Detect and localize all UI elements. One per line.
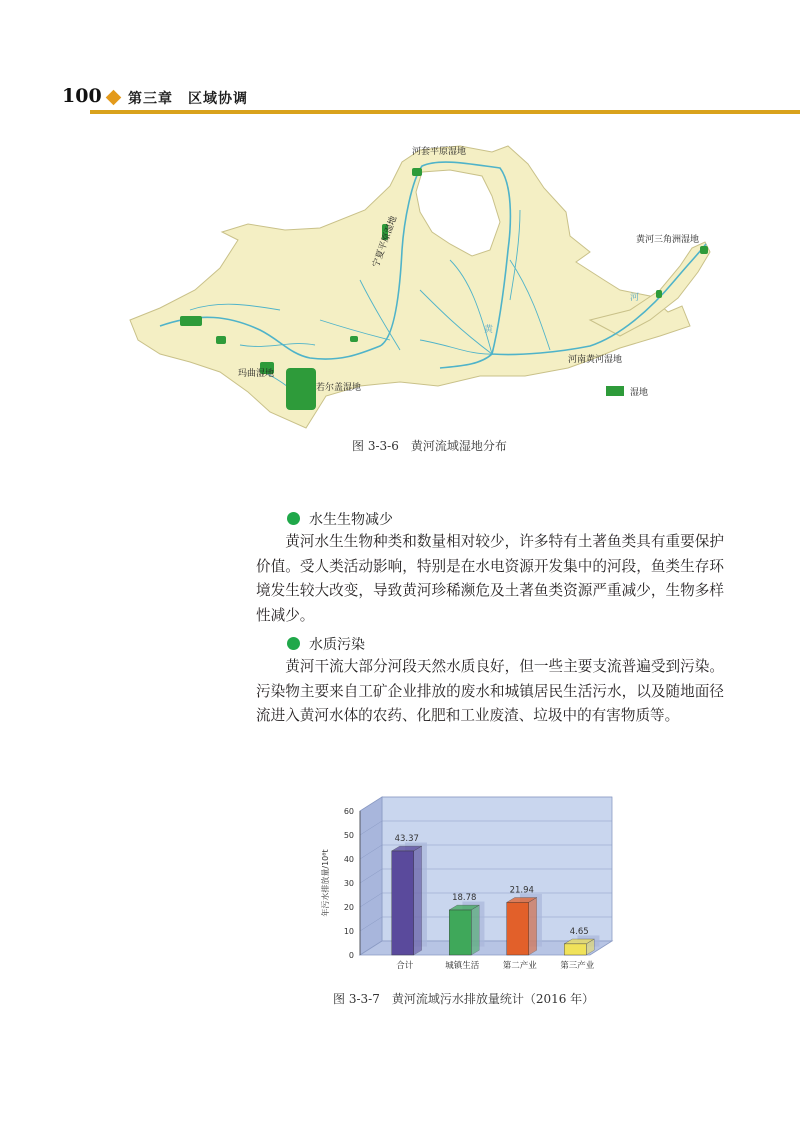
section1-heading	[287, 509, 393, 529]
y-tick-label: 20	[343, 903, 354, 912]
figure1-caption: 图 3-3-6 黄河流域湿地分布	[352, 439, 507, 453]
chart-svg	[318, 795, 638, 980]
value-label: 18.78	[452, 892, 477, 903]
bar-side	[529, 898, 537, 955]
yellow-river-wetland-map	[120, 140, 730, 435]
legend-swatch	[606, 386, 624, 396]
page-header	[0, 0, 800, 120]
label-ruoergai: 若尔盖湿地	[316, 383, 362, 393]
river-char-he: 河	[630, 293, 640, 303]
y-tick-label: 30	[343, 879, 354, 888]
bar-3	[507, 902, 529, 955]
green-dot-icon	[287, 637, 300, 650]
page-number: 100	[62, 85, 102, 107]
value-label: 21.94	[509, 885, 534, 896]
header-rule	[90, 110, 800, 114]
map-svg	[120, 140, 730, 435]
bar-4	[564, 944, 586, 955]
y-tick-label: 50	[343, 831, 354, 840]
bar-side	[471, 905, 479, 955]
y-axis-label: 年污水排放量/10⁸t	[321, 849, 330, 917]
label-maqu: 玛曲湿地	[238, 369, 275, 379]
y-tick-label: 40	[343, 855, 354, 864]
y-tick-label: 0	[348, 951, 354, 960]
value-label: 4.65	[569, 926, 589, 937]
pollution-bar-chart	[318, 795, 638, 980]
legend-label: 湿地	[630, 388, 649, 398]
category-label: 第二产业	[502, 961, 537, 971]
y-tick-label: 10	[343, 927, 354, 936]
basin-area	[130, 146, 690, 428]
label-hetao: 河套平原湿地	[412, 147, 467, 157]
value-label: 43.37	[394, 833, 419, 844]
section2-heading	[287, 634, 365, 654]
y-tick-label: 60	[343, 807, 354, 816]
section2-paragraph: 黄河干流大部分河段天然水质良好，但一些主要支流普遍受到污染。污染物主要来自工矿企业排放的废水和城镇居民生活污水，以及随地面径流进入黄河水体的农药、化肥和工业废渣、垃圾中的有害物质等。	[256, 658, 724, 724]
category-label: 城镇生活	[445, 961, 480, 971]
bar-side	[414, 846, 422, 955]
diamond-icon	[106, 90, 122, 106]
section1-paragraph: 黄河水生生物种类和数量相对较少，许多特有土著鱼类具有重要保护价值。受人类活动影响，特别是在水电资源开发集中的河段，鱼类生存环境发生较大改变，导致黄河珍稀濒危及土著鱼类资源严重减少，生物多样性减少。	[256, 533, 724, 624]
river-char-huang: 黄	[484, 325, 494, 335]
category-label: 合计	[396, 961, 414, 971]
figure2-caption: 图 3-3-7 黄河流域污水排放量统计（2016 年）	[333, 992, 595, 1006]
label-delta: 黄河三角洲湿地	[636, 235, 700, 245]
label-henan: 河南黄河湿地	[568, 355, 623, 365]
section2-heading-text: 水质污染	[309, 637, 365, 653]
bar-1	[392, 851, 414, 955]
chapter-title: 第三章 区域协调	[128, 91, 248, 107]
section1-heading-text: 水生生物减少	[309, 512, 393, 528]
bar-2	[449, 910, 471, 955]
category-label: 第三产业	[560, 961, 595, 971]
green-dot-icon	[287, 512, 300, 525]
label-ningxia: 宁夏平原湿地	[371, 214, 400, 270]
